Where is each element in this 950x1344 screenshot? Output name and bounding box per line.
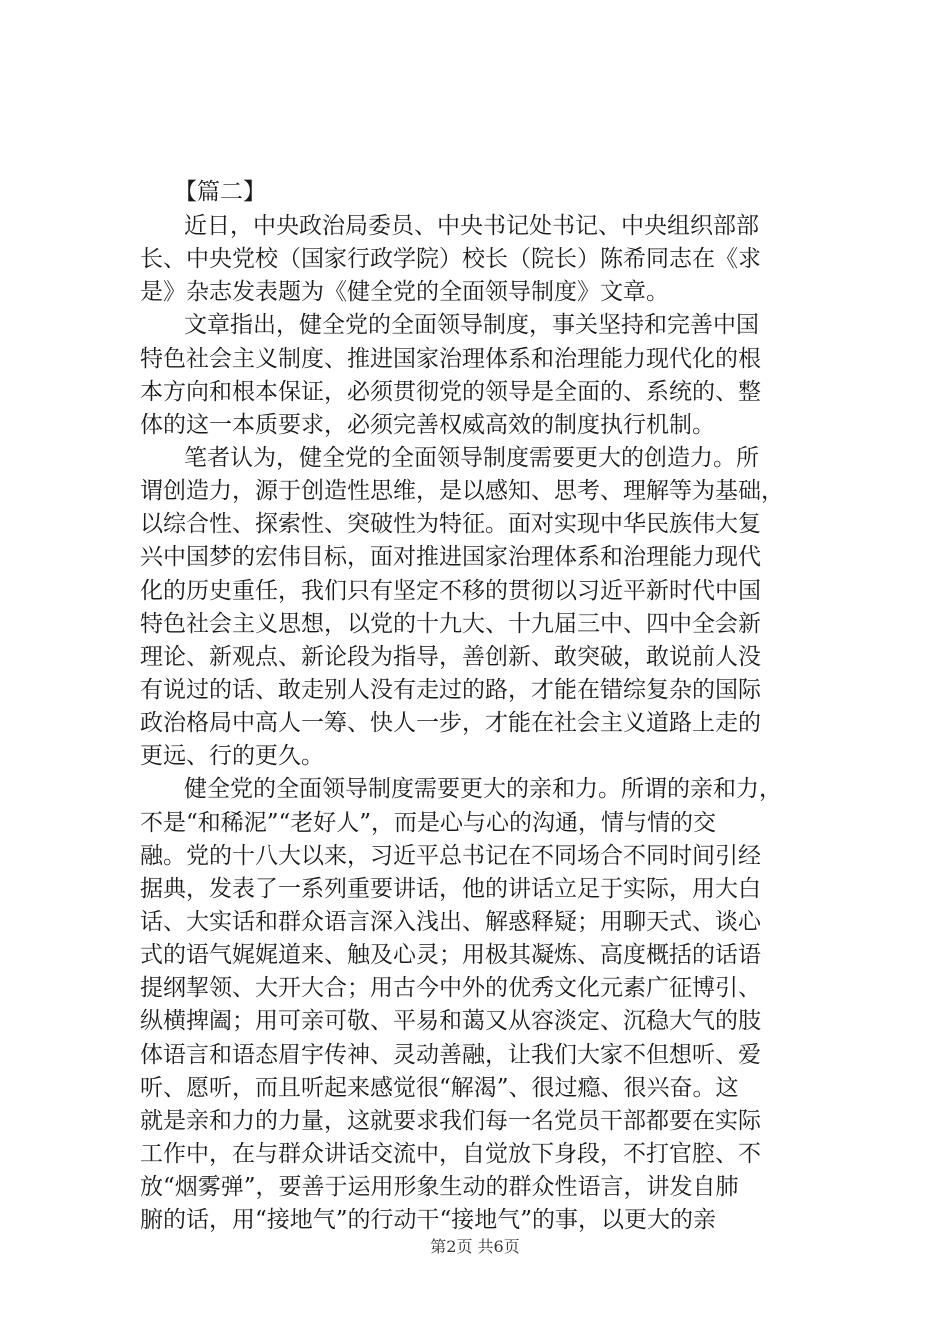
paragraph-line: 以综合性、探索性、突破性为特征。面对实现中华民族伟大复: [140, 511, 761, 538]
paragraph-line: 近日，中央政治局委员、中央书记处书记、中央组织部部: [184, 213, 759, 239]
document-body: [140, 174, 858, 1237]
paragraph-line: 提纲挈领、大开大合；用古今中外的优秀文化元素广征博引、: [140, 975, 761, 1002]
paragraph-line: 腑的话，用“接地气”的行动干“接地气”的事，以更大的亲: [140, 1207, 717, 1234]
paragraph-1: [140, 210, 858, 309]
paragraph-line: 特色社会主义思想，以党的十九大、十九届三中、四中全会新: [140, 610, 761, 637]
paragraph-line: 理论、新观点、新论段为指导，善创新、敢突破，敢说前人没: [140, 643, 761, 670]
paragraph-line: 纵横捭阖；用可亲可敬、平易和蔼又从容淡定、沉稳大气的肢: [140, 1008, 761, 1035]
paragraph-line: 笔者认为，健全党的全面领导制度需要更大的创造力。所: [184, 444, 759, 471]
paragraph-line: 更远、行的更久。: [140, 743, 324, 770]
paragraph-line: 本方向和根本保证，必须贯彻党的领导是全面的、系统的、整: [140, 378, 761, 405]
paragraph-line: 就是亲和力的力量，这就要求我们每一名党员干部都要在实际: [140, 1107, 761, 1134]
paragraph-line: 不是“和稀泥”“老好人”，而是心与心的沟通，情与情的交: [140, 809, 717, 836]
paragraph-line: 特色社会主义制度、推进国家治理体系和治理能力现代化的根: [140, 345, 761, 372]
paragraph-line: 放“烟雾弹”，要善于运用形象生动的群众性语言，讲发自肺: [140, 1174, 739, 1201]
paragraph-line: 有说过的话、敢走别人没有走过的路，才能在错综复杂的国际: [140, 676, 761, 703]
paragraph-line: 兴中国梦的宏伟目标，面对推进国家治理体系和治理能力现代: [140, 544, 761, 571]
paragraph-line: 文章指出，健全党的全面领导制度，事关坚持和完善中国: [184, 312, 759, 339]
paragraph-line: 话、大实话和群众语言深入浅出、解惑释疑；用聊天式、谈心: [140, 908, 761, 935]
paragraph-line: 式的语气娓娓道来、触及心灵；用极其凝炼、高度概括的话语: [140, 942, 761, 969]
paragraph-line: 融。党的十八大以来，习近平总书记在不同场合不同时间引经: [140, 842, 761, 869]
paragraph-4: [140, 773, 858, 1237]
paragraph-line: 体的这一本质要求，必须完善权威高效的制度执行机制。: [140, 411, 715, 438]
paragraph-line: 政治格局中高人一筹、快人一步，才能在社会主义道路上走的: [140, 710, 761, 737]
paragraph-2: [140, 309, 858, 442]
paragraph-line: 听、愿听，而且听起来感觉很“解渴”、很过瘾、很兴奋。这: [140, 1074, 739, 1101]
paragraph-line: 谓创造力，源于创造性思维，是以感知、思考、理解等为基础，: [140, 478, 784, 505]
paragraph-line: 体语言和语态眉宇传神、灵动善融，让我们大家不但想听、爱: [140, 1041, 761, 1068]
page-footer: 第2页 共6页: [430, 1237, 520, 1256]
paragraph-3: [140, 442, 858, 773]
paragraph-line: 健全党的全面领导制度需要更大的亲和力。所谓的亲和力，: [184, 776, 782, 803]
paragraph-line: 是》杂志发表题为《健全党的全面领导制度》文章。: [140, 279, 669, 306]
paragraph-line: 长、中央党校（国家行政学院）校长（院长）陈希同志在《求: [140, 246, 761, 273]
paragraph-line: 工作中，在与群众讲话交流中，自觉放下身段，不打官腔、不: [140, 1140, 761, 1167]
paragraph-line: 化的历史重任，我们只有坚定不移的贯彻以习近平新时代中国: [140, 577, 761, 604]
paragraph-line: 据典，发表了一系列重要讲话，他的讲话立足于实际，用大白: [140, 875, 761, 902]
section-title: 【篇二】: [174, 179, 266, 205]
